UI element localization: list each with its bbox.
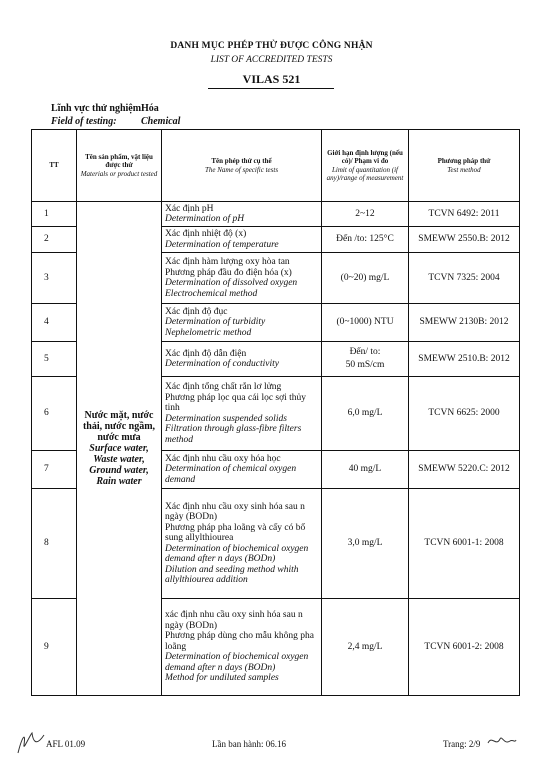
row-number: 4 bbox=[32, 304, 77, 342]
field-value-en: Chemical bbox=[141, 116, 181, 127]
test-method: TCVN 6001-2: 2008 bbox=[409, 599, 520, 696]
test-limit: (0~20) mg/L bbox=[322, 253, 409, 304]
col-header-method: Phương pháp thử Test method bbox=[409, 130, 520, 202]
material-en: Surface water, Waste water, Ground water, Rain water bbox=[89, 443, 149, 487]
title-english: LIST OF ACCREDITED TESTS bbox=[210, 55, 333, 65]
test-method: TCVN 6492: 2011 bbox=[409, 202, 520, 227]
test-name: Xác định nhu cầu oxy sinh hóa sau n ngày (BODn) Phương pháp pha loãng và cấy có bổ sung allylthiourea Determination of biochemical oxygen demand after n days (BODn) Dilution and seeding method whith allylthiourea addition bbox=[162, 489, 322, 599]
row-number: 7 bbox=[32, 451, 77, 489]
test-limit: 3,0 mg/L bbox=[322, 489, 409, 599]
field-label-en: Field of testing: bbox=[51, 116, 117, 127]
test-name: Xác định tổng chất rắn lơ lửng Phương pháp lọc qua cái lọc sợi thủy tinh Determination suspended solids Filtration through glass-fibre filters method bbox=[162, 377, 322, 451]
field-of-testing-vi bbox=[51, 103, 159, 114]
test-method: SMEWW 2130B: 2012 bbox=[409, 304, 520, 342]
test-name: Xác định pH Determination of pH bbox=[162, 202, 322, 227]
test-limit: 2~12 bbox=[322, 202, 409, 227]
row-number: 8 bbox=[32, 489, 77, 599]
test-method: TCVN 7325: 2004 bbox=[409, 253, 520, 304]
row-number: 9 bbox=[32, 599, 77, 696]
test-name: Xác định độ đục Determination of turbidity Nephelometric method bbox=[162, 304, 322, 342]
test-limit: Đến /to: 125°C bbox=[322, 227, 409, 253]
material-cell bbox=[77, 202, 162, 696]
test-limit: 40 mg/L bbox=[322, 451, 409, 489]
footer-page: Trang: 2/9 bbox=[443, 739, 481, 749]
test-method: TCVN 6001-1: 2008 bbox=[409, 489, 520, 599]
table-row bbox=[32, 202, 520, 227]
row-number: 2 bbox=[32, 227, 77, 253]
test-method: TCVN 6625: 2000 bbox=[409, 377, 520, 451]
test-method: SMEWW 2510.B: 2012 bbox=[409, 342, 520, 377]
signature-mark-left bbox=[14, 727, 48, 757]
material-vi: Nước mặt, nước thải, nước ngầm, nước mưa bbox=[82, 410, 156, 443]
row-number: 1 bbox=[32, 202, 77, 227]
field-label-vi: Lĩnh vực thử nghiệm: bbox=[51, 103, 145, 114]
test-name: Xác định độ dẫn điện Determination of conductivity bbox=[162, 342, 322, 377]
test-name: Xác định hàm lượng oxy hòa tan Phương pháp đầu đo điện hóa (x) Determination of dissolved oxygen Electrochemical method bbox=[162, 253, 322, 304]
accredited-tests-table bbox=[31, 129, 520, 696]
test-limit: 2,4 mg/L bbox=[322, 599, 409, 696]
title-underline bbox=[208, 88, 334, 89]
test-name: Xác định nhiệt độ (x) Determination of temperature bbox=[162, 227, 322, 253]
test-method: SMEWW 5220.C: 2012 bbox=[409, 451, 520, 489]
row-number: 3 bbox=[32, 253, 77, 304]
accreditation-code: VILAS 521 bbox=[242, 72, 301, 86]
test-name: Xác định nhu cầu oxy hóa học Determination of chemical oxygen demand bbox=[162, 451, 322, 489]
col-header-tt: TT bbox=[32, 130, 77, 202]
table-header-row bbox=[32, 130, 520, 202]
title-vietnamese: DANH MỤC PHÉP THỬ ĐƯỢC CÔNG NHẬN bbox=[170, 41, 373, 51]
test-name: xác định nhu cầu oxy sinh hóa sau n ngày (BODn) Phương pháp dùng cho mẫu không pha loãng Determination of biochemical oxygen demand after n days (BODn) Method for undiluted samples bbox=[162, 599, 322, 696]
field-value-vi: Hóa bbox=[141, 103, 159, 114]
col-header-name: Tên phép thử cụ thể The Name of specific tests bbox=[162, 130, 322, 202]
test-limit: (0~1000) NTU bbox=[322, 304, 409, 342]
footer-form-code: AFL 01.09 bbox=[46, 739, 86, 749]
test-limit: 6,0 mg/L bbox=[322, 377, 409, 451]
field-of-testing-en bbox=[51, 116, 181, 127]
col-header-material: Tên sản phẩm, vật liệu được thử Materials or product tested bbox=[77, 130, 162, 202]
footer-issue: Lần ban hành: 06.16 bbox=[212, 739, 286, 749]
col-header-limit: Giới hạn định lượng (nếu có)/ Phạm vi đo Limit of quantitation (if any)/range of measurement bbox=[322, 130, 409, 202]
test-method: SMEWW 2550.B: 2012 bbox=[409, 227, 520, 253]
test-limit: Đến/ to: 50 mS/cm bbox=[322, 342, 409, 377]
signature-mark-right bbox=[486, 731, 518, 751]
row-number: 6 bbox=[32, 377, 77, 451]
row-number: 5 bbox=[32, 342, 77, 377]
